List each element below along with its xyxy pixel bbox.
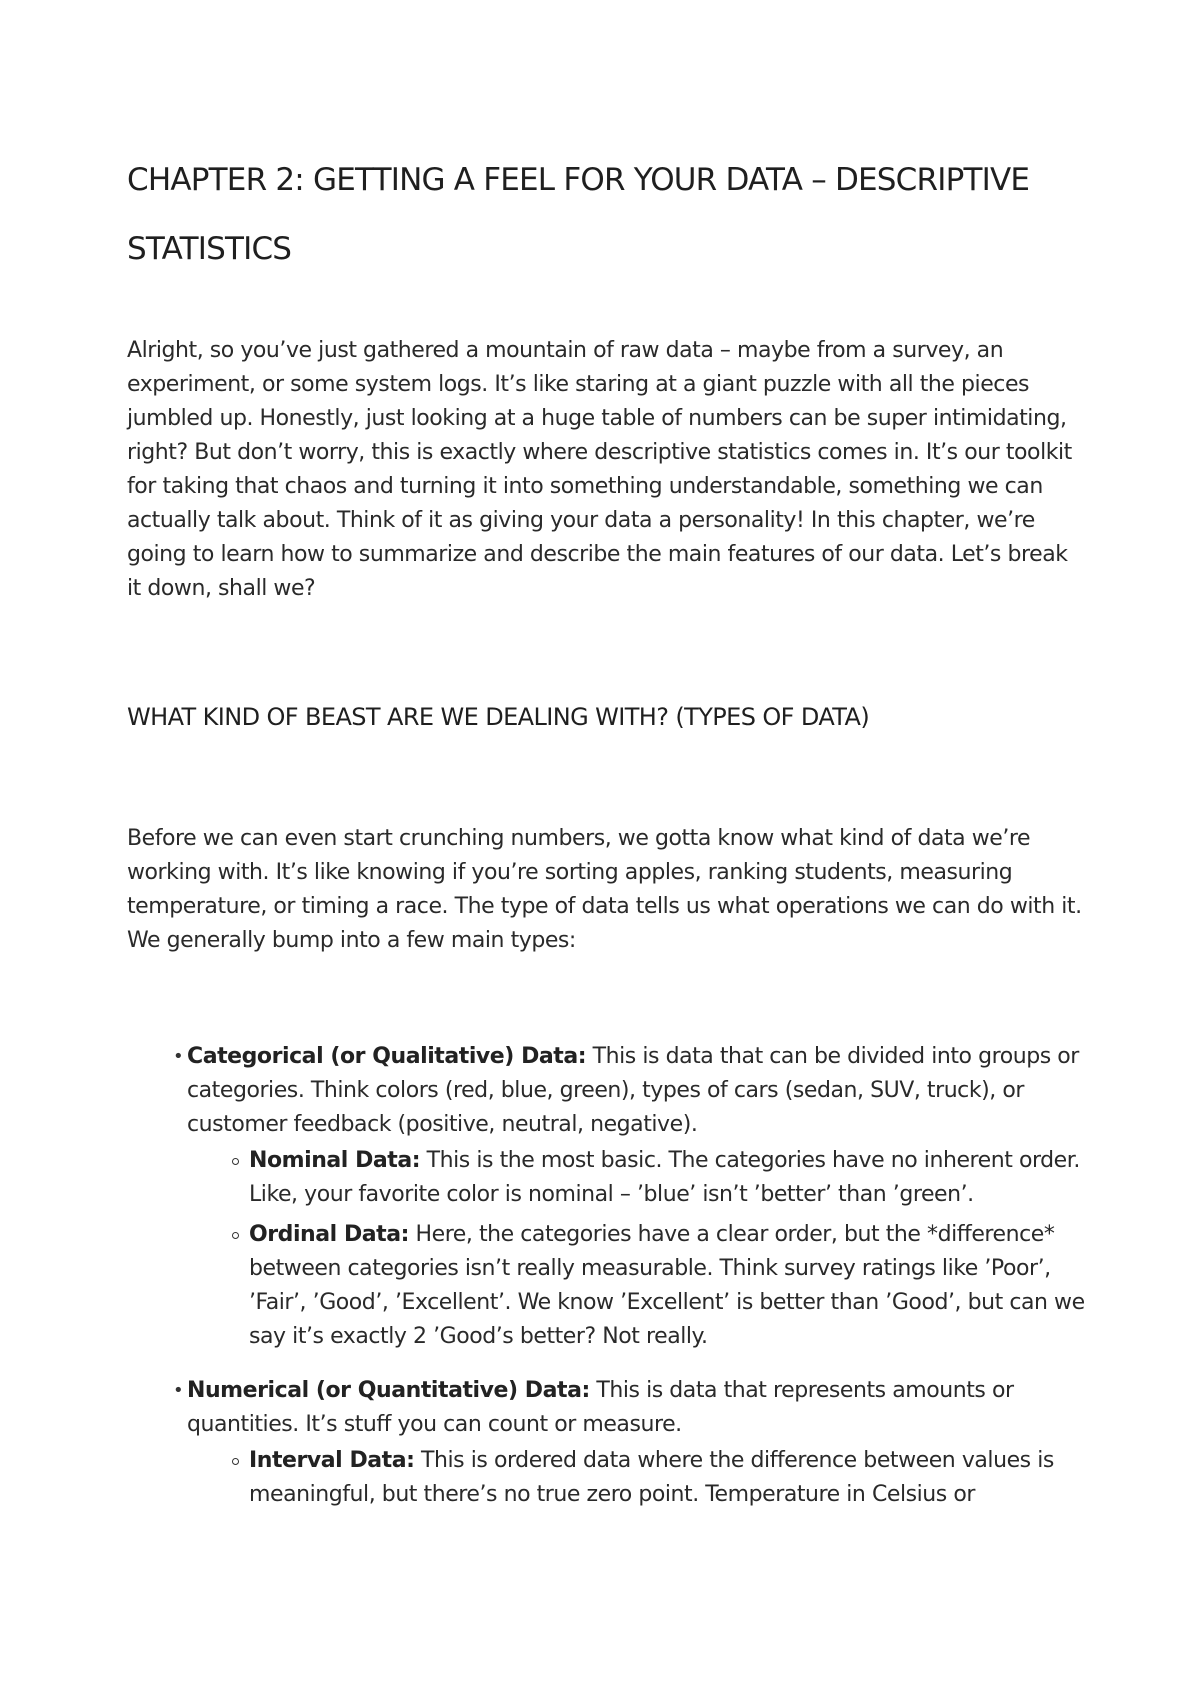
chapter-title: CHAPTER 2: GETTING A FEEL FOR YOUR DATA – DESCRIPTIVE STATISTICS	[127, 162, 1030, 267]
intro-paragraph: Alright, so you’ve just gathered a mountain of raw data – maybe from a survey, an experiment, or some system logs. It’s like staring at a giant puzzle with all the pieces jumbled up. Honestly, just looking at a huge table of numbers can be super intimidating, right? But don’t worry, this is exactly where descriptive statistics comes in. It’s our toolkit for taking that chaos and turning it into something understandable, something we can actually talk about. Think of it as giving your data a personality! In this chapter, we’re going to learn how to summarize and describe the main features of our data. Let’s break it down, shall we?	[127, 338, 1072, 601]
numerical-sublist	[249, 1444, 1087, 1512]
text-numerical: This is data that represents amounts or quantities. It’s stuff you can count or measure.	[187, 1378, 1014, 1437]
term-ordinal: Ordinal Data:	[249, 1222, 409, 1247]
text-interval: This is ordered data where the difference between values is meaningful, but there’s no true zero point. Temperature in Celsius or	[249, 1448, 1054, 1507]
list-item-nominal	[249, 1144, 1087, 1212]
text-nominal: This is the most basic. The categories have no inherent order. Like, your favorite color is nominal – ’blue’ isn’t ’better’ than ’green’.	[249, 1148, 1080, 1207]
term-numerical: Numerical (or Quantitative) Data:	[187, 1378, 590, 1403]
list-item-categorical	[187, 1040, 1087, 1354]
term-nominal: Nominal Data:	[249, 1148, 421, 1173]
section-heading: WHAT KIND OF BEAST ARE WE DEALING WITH? (TYPES OF DATA)	[127, 703, 870, 731]
section-paragraph: Before we can even start crunching numbers, we gotta know what kind of data we’re working with. It’s like knowing if you’re sorting apples, ranking students, measuring temperature, or timing a race. The type of data tells us what operations we can do with it. We generally bump into a few main types:	[127, 826, 1082, 953]
list-item-numerical	[187, 1374, 1087, 1512]
data-types-list	[187, 1040, 1087, 1532]
text-categorical: This is data that can be divided into groups or categories. Think colors (red, blue, green), types of cars (sedan, SUV, truck), or customer feedback (positive, neutral, negative).	[187, 1044, 1079, 1137]
list-item-ordinal	[249, 1218, 1087, 1354]
text-ordinal: Here, the categories have a clear order, but the *difference* between categories isn’t really measurable. Think survey ratings like ’Poor’, ’Fair’, ’Good’, ’Excellent’. We know ’Excellent’ is better than ’Good’, but can we say it’s exactly 2 ’Good’s better? Not really.	[249, 1222, 1085, 1349]
term-interval: Interval Data:	[249, 1448, 415, 1473]
term-categorical: Categorical (or Qualitative) Data:	[187, 1044, 587, 1069]
categorical-sublist	[249, 1144, 1087, 1354]
list-item-interval	[249, 1444, 1087, 1512]
